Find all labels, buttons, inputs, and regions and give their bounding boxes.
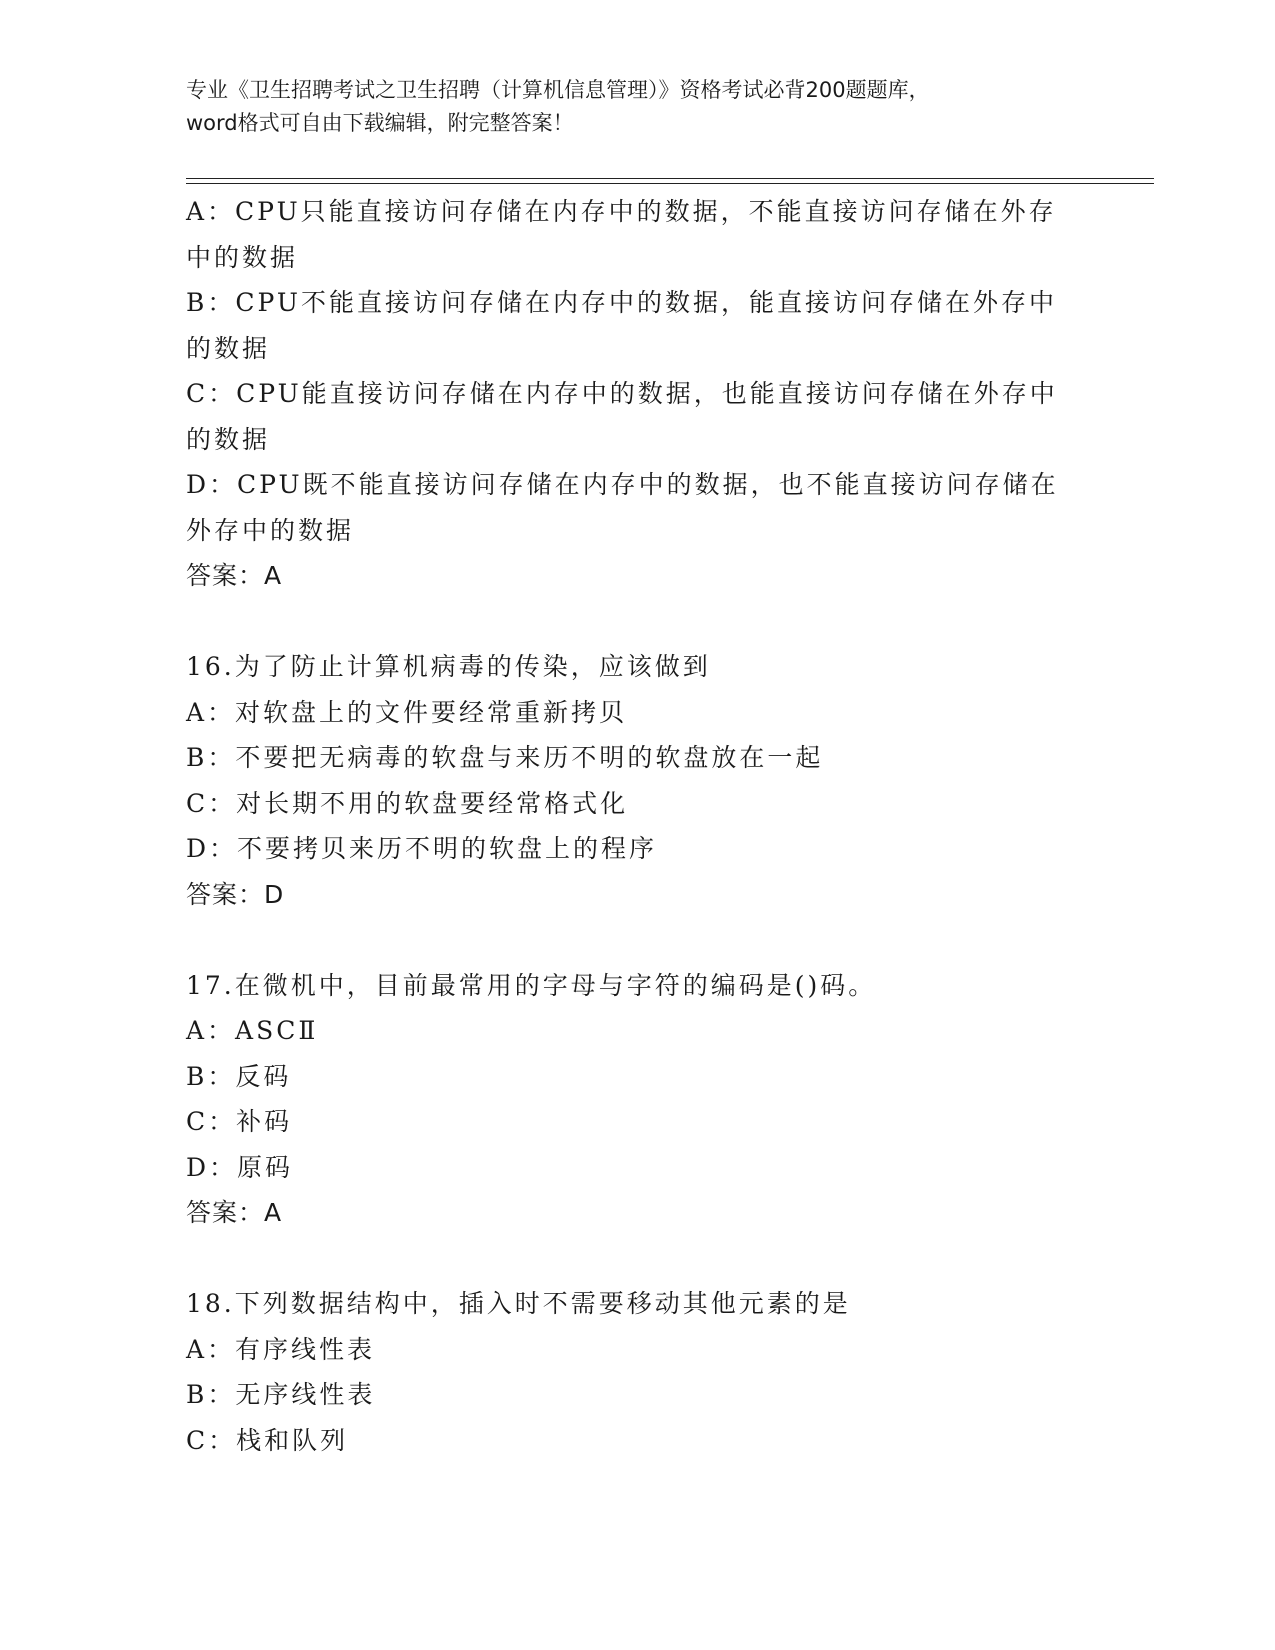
option-b: B：反码 [186,1061,292,1091]
header-rule-top [186,178,1154,179]
option-b-line-1: B：CPU不能直接访问存储在内存中的数据，能直接访问存储在外存中 [186,288,1057,317]
spacer [186,599,1086,645]
option-a-line-2: 中的数据 [186,242,299,272]
option-b: B：不要把无病毒的软盘与来历不明的软盘放在一起 [186,743,824,772]
question-16 [186,644,1086,917]
option-d: D：原码 [186,1152,294,1182]
question-stem: 18.下列数据结构中，插入时不需要移动其他元素的是 [186,1289,851,1318]
option-c: C：对长期不用的软盘要经常格式化 [186,788,629,818]
question-18 [186,1281,1086,1463]
option-c: C：栈和队列 [186,1425,349,1455]
question-stem: 16.为了防止计算机病毒的传染，应该做到 [186,652,711,681]
spacer [186,1236,1086,1282]
header-line-2: word格式可自由下载编辑，附完整答案！ [186,111,574,135]
option-c-line-2: 的数据 [186,424,271,454]
option-d-line-1: D：CPU既不能直接访问存储在内存中的数据，也不能直接访问存储在 [186,470,1059,499]
question-list [186,189,1086,1463]
option-a: A：对软盘上的文件要经常重新拷贝 [186,697,628,727]
question-15 [186,189,1086,599]
option-a: A：ASCⅡ [186,1016,319,1045]
option-c-line-1: C：CPU能直接访问存储在内存中的数据，也能直接访问存储在外存中 [186,379,1058,408]
spacer [186,917,1086,963]
option-b-line-2: 的数据 [186,333,271,363]
option-d-line-2: 外存中的数据 [186,515,355,545]
header-rule-bottom [186,183,1154,184]
option-c: C：补码 [186,1107,293,1136]
option-d: D：不要拷贝来历不明的软盘上的程序 [186,834,658,863]
question-17 [186,963,1086,1236]
option-a: A：有序线性表 [186,1334,376,1364]
option-a-line-1: A：CPU只能直接访问存储在内存中的数据，不能直接访问存储在外存 [186,197,1057,226]
answer: 答案：D [186,879,285,909]
header-line-1: 专业《卫生招聘考试之卫生招聘（计算机信息管理）》资格考试必背200题题库， [186,78,930,102]
option-b: B：无序线性表 [186,1380,376,1409]
question-stem: 17.在微机中，目前最常用的字母与字符的编码是()码。 [186,970,877,1000]
answer: 答案：A [186,561,283,590]
answer: 答案：A [186,1198,283,1227]
document-header [186,74,1086,140]
